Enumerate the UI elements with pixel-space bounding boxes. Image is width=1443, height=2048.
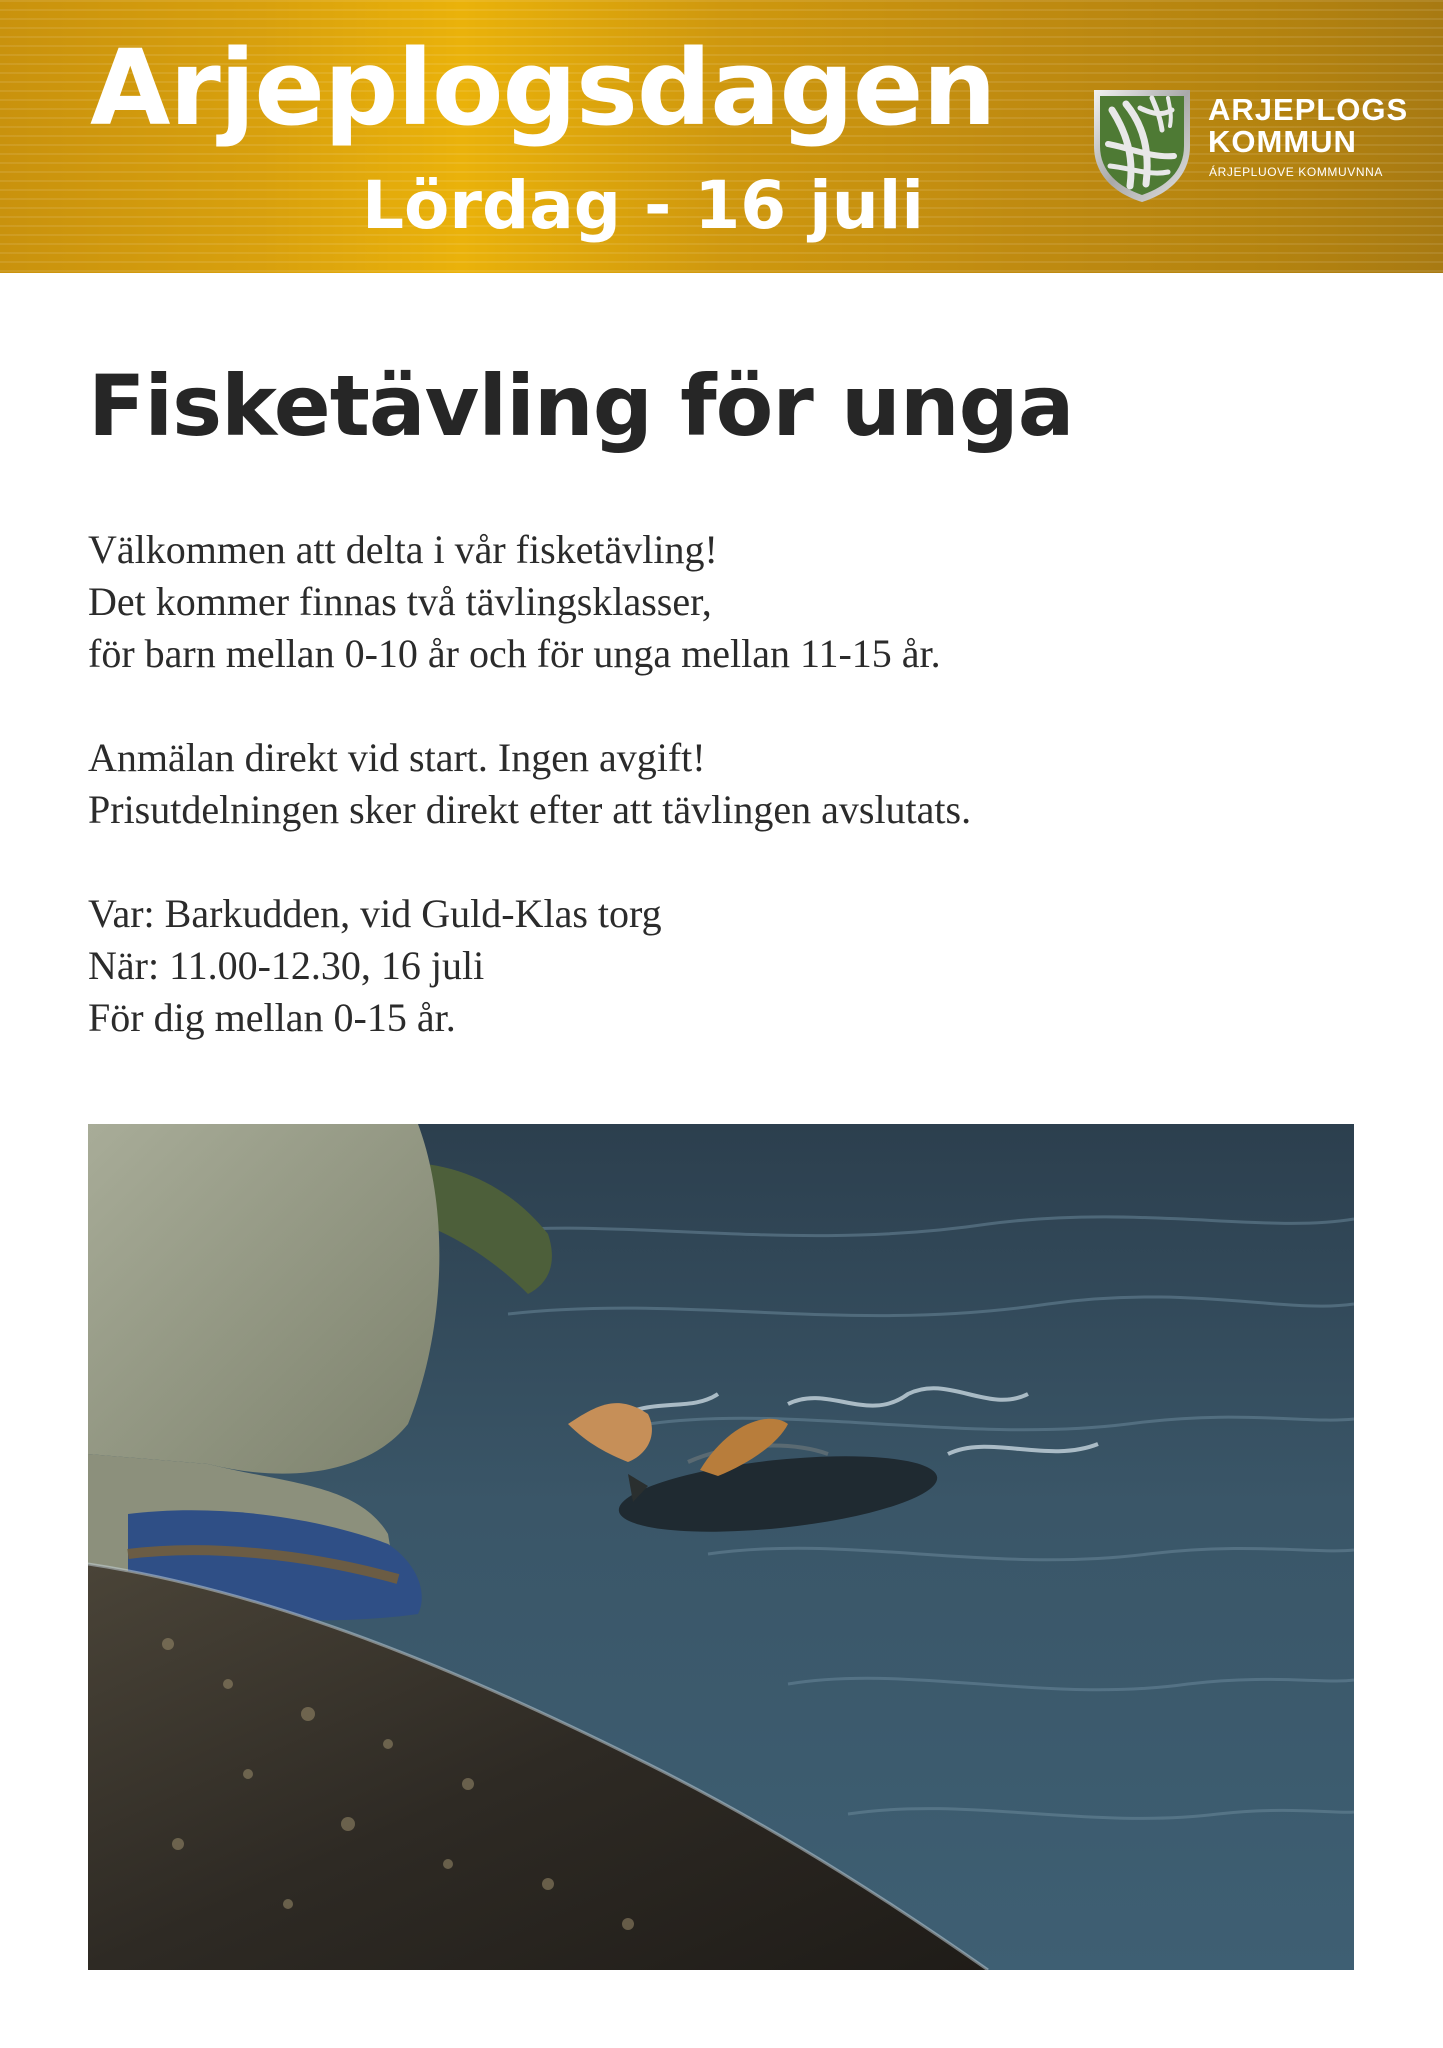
fishing-photo <box>88 1124 1354 1970</box>
header-banner <box>0 0 1443 273</box>
time-line: När: 11.00-12.30, 16 juli <box>88 943 485 988</box>
logo-name-line-1: ARJEPLOGS <box>1208 92 1409 127</box>
logo-name-line-2: KOMMUN <box>1208 124 1357 159</box>
page-heading: Fisketävling för unga <box>88 357 1074 455</box>
registration-paragraph <box>88 732 1388 836</box>
event-title: Arjeplogsdagen <box>90 27 996 149</box>
shield-icon <box>1090 86 1194 204</box>
text-line: Välkommen att delta i vår fisketävling! <box>88 527 718 572</box>
fishing-photo-illustration <box>88 1124 1354 1970</box>
logo-subtitle: ÁRJEPLUOVE KOMMUVNNA <box>1209 165 1384 179</box>
details-paragraph <box>88 888 1388 1044</box>
text-line: Det kommer finnas två tävlingsklasser, <box>88 579 712 624</box>
age-line: För dig mellan 0-15 år. <box>88 995 456 1040</box>
text-line: Prisutdelningen sker direkt efter att tävlingen avslutats. <box>88 787 972 832</box>
text-line: för barn mellan 0-10 år och för unga mellan 11-15 år. <box>88 631 941 676</box>
intro-paragraph <box>88 524 1388 680</box>
municipality-logo <box>1090 86 1410 206</box>
text-line: Anmälan direkt vid start. Ingen avgift! <box>88 735 706 780</box>
event-date: Lördag - 16 juli <box>362 167 924 244</box>
location-line: Var: Barkudden, vid Guld-Klas torg <box>88 891 662 936</box>
event-description <box>88 524 1388 1044</box>
